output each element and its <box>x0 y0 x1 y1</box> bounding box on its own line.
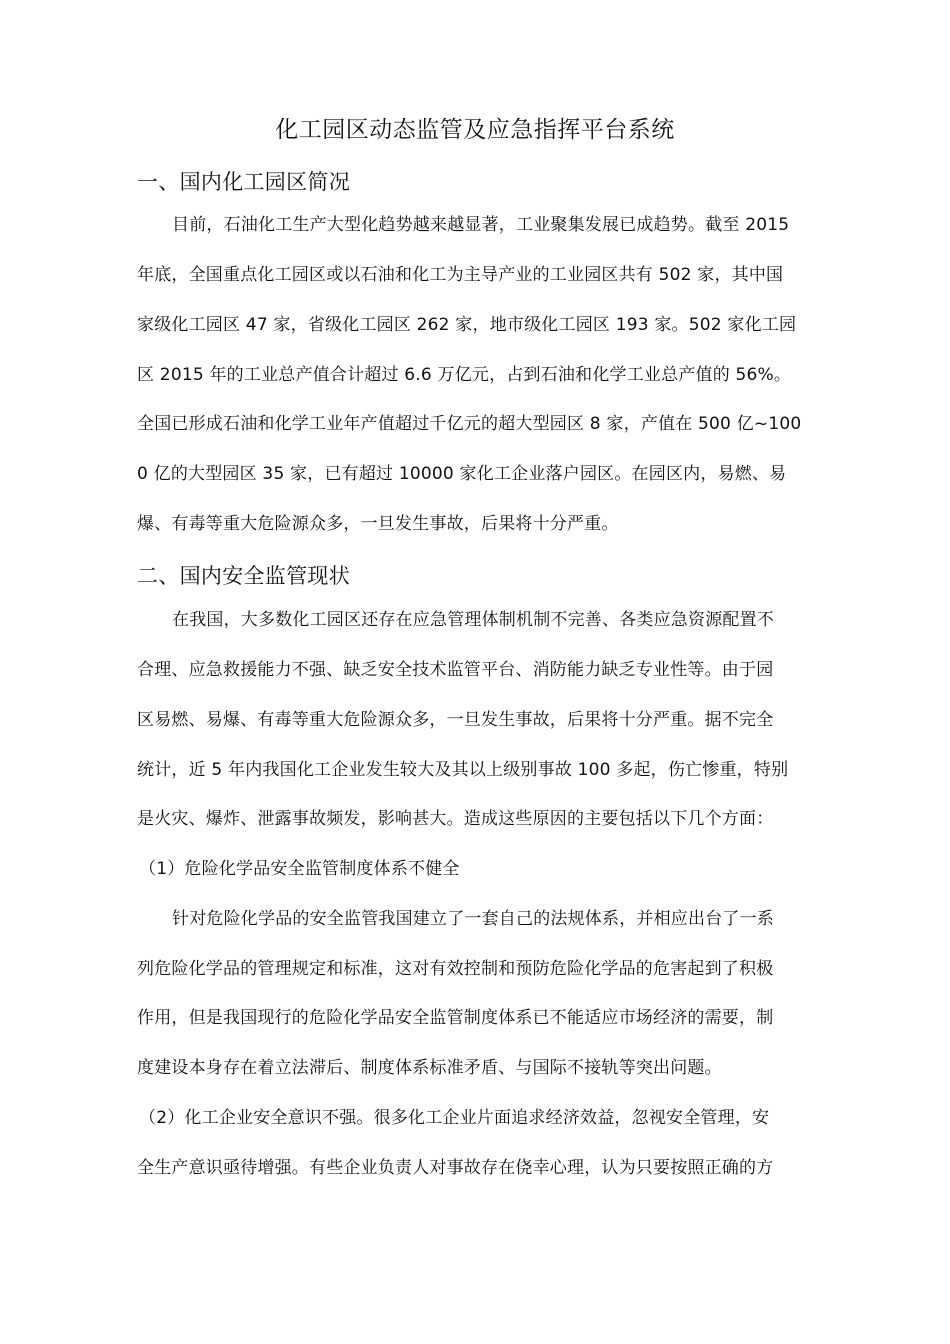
paragraph-line: 在我国，大多数化工园区还存在应急管理体制机制不完善、各类应急资源配置不 <box>172 610 774 630</box>
paragraph-line: 列危险化学品的管理规定和标准，这对有效控制和预防危险化学品的危害起到了积极 <box>137 959 774 979</box>
paragraph-line: 度建设本身存在着立法滞后、制度体系标准矛盾、与国际不接轨等突出问题。 <box>137 1058 722 1078</box>
paragraph-line: 合理、应急救援能力不强、缺乏安全技术监管平台、消防能力缺乏专业性等。由于园 <box>137 660 774 680</box>
paragraph-line: 是火灾、爆炸、泄露事故频发，影响甚大。造成这些原因的主要包括以下几个方面： <box>137 809 774 829</box>
item-1-title: （1）危险化学品安全监管制度体系不健全 <box>139 859 460 879</box>
paragraph-line: 全生产意识亟待增强。有些企业负责人对事故存在侥幸心理，认为只要按照正确的方 <box>137 1158 774 1178</box>
paragraph-line: 家级化工园区 47 家，省级化工园区 262 家，地市级化工园区 193 家。502 家化工园 <box>137 315 797 335</box>
paragraph-line: 爆、有毒等重大危险源众多，一旦发生事故，后果将十分严重。 <box>137 514 619 534</box>
paragraph-line: 年底，全国重点化工园区或以石油和化工为主导产业的工业园区共有 502 家，其中国 <box>137 265 784 285</box>
paragraph-line: 全国已形成石油和化学工业年产值超过千亿元的超大型园区 8 家，产值在 500 亿~100 <box>137 414 802 434</box>
paragraph-line: 区易燃、易爆、有毒等重大危险源众多，一旦发生事故，后果将十分严重。据不完全 <box>137 710 774 730</box>
paragraph-line: 目前，石油化工生产大型化趋势越来越显著，工业聚集发展已成趋势。截至 2015 <box>172 215 790 235</box>
paragraph-line: 区 2015 年的工业总产值合计超过 6.6 万亿元，占到石油和化学工业总产值的 56%。 <box>137 365 792 385</box>
paragraph-line: 针对危险化学品的安全监管我国建立了一套自己的法规体系，并相应出台了一系 <box>172 909 774 929</box>
document-title: 化工园区动态监管及应急指挥平台系统 <box>275 117 675 143</box>
paragraph-line: （2）化工企业安全意识不强。很多化工企业片面追求经济效益，忽视安全管理，安 <box>139 1108 770 1128</box>
section-2-heading: 二、国内安全监管现状 <box>137 564 350 588</box>
paragraph-line: 作用，但是我国现行的危险化学品安全监管制度体系已不能适应市场经济的需要，制 <box>137 1008 774 1028</box>
paragraph-line: 0 亿的大型园区 35 家，已有超过 10000 家化工企业落户园区。在园区内，易燃、易 <box>137 464 787 484</box>
section-1-heading: 一、国内化工园区简况 <box>137 170 350 194</box>
paragraph-line: 统计，近 5 年内我国化工企业发生较大及其以上级别事故 100 多起，伤亡惨重，特别 <box>137 760 789 780</box>
